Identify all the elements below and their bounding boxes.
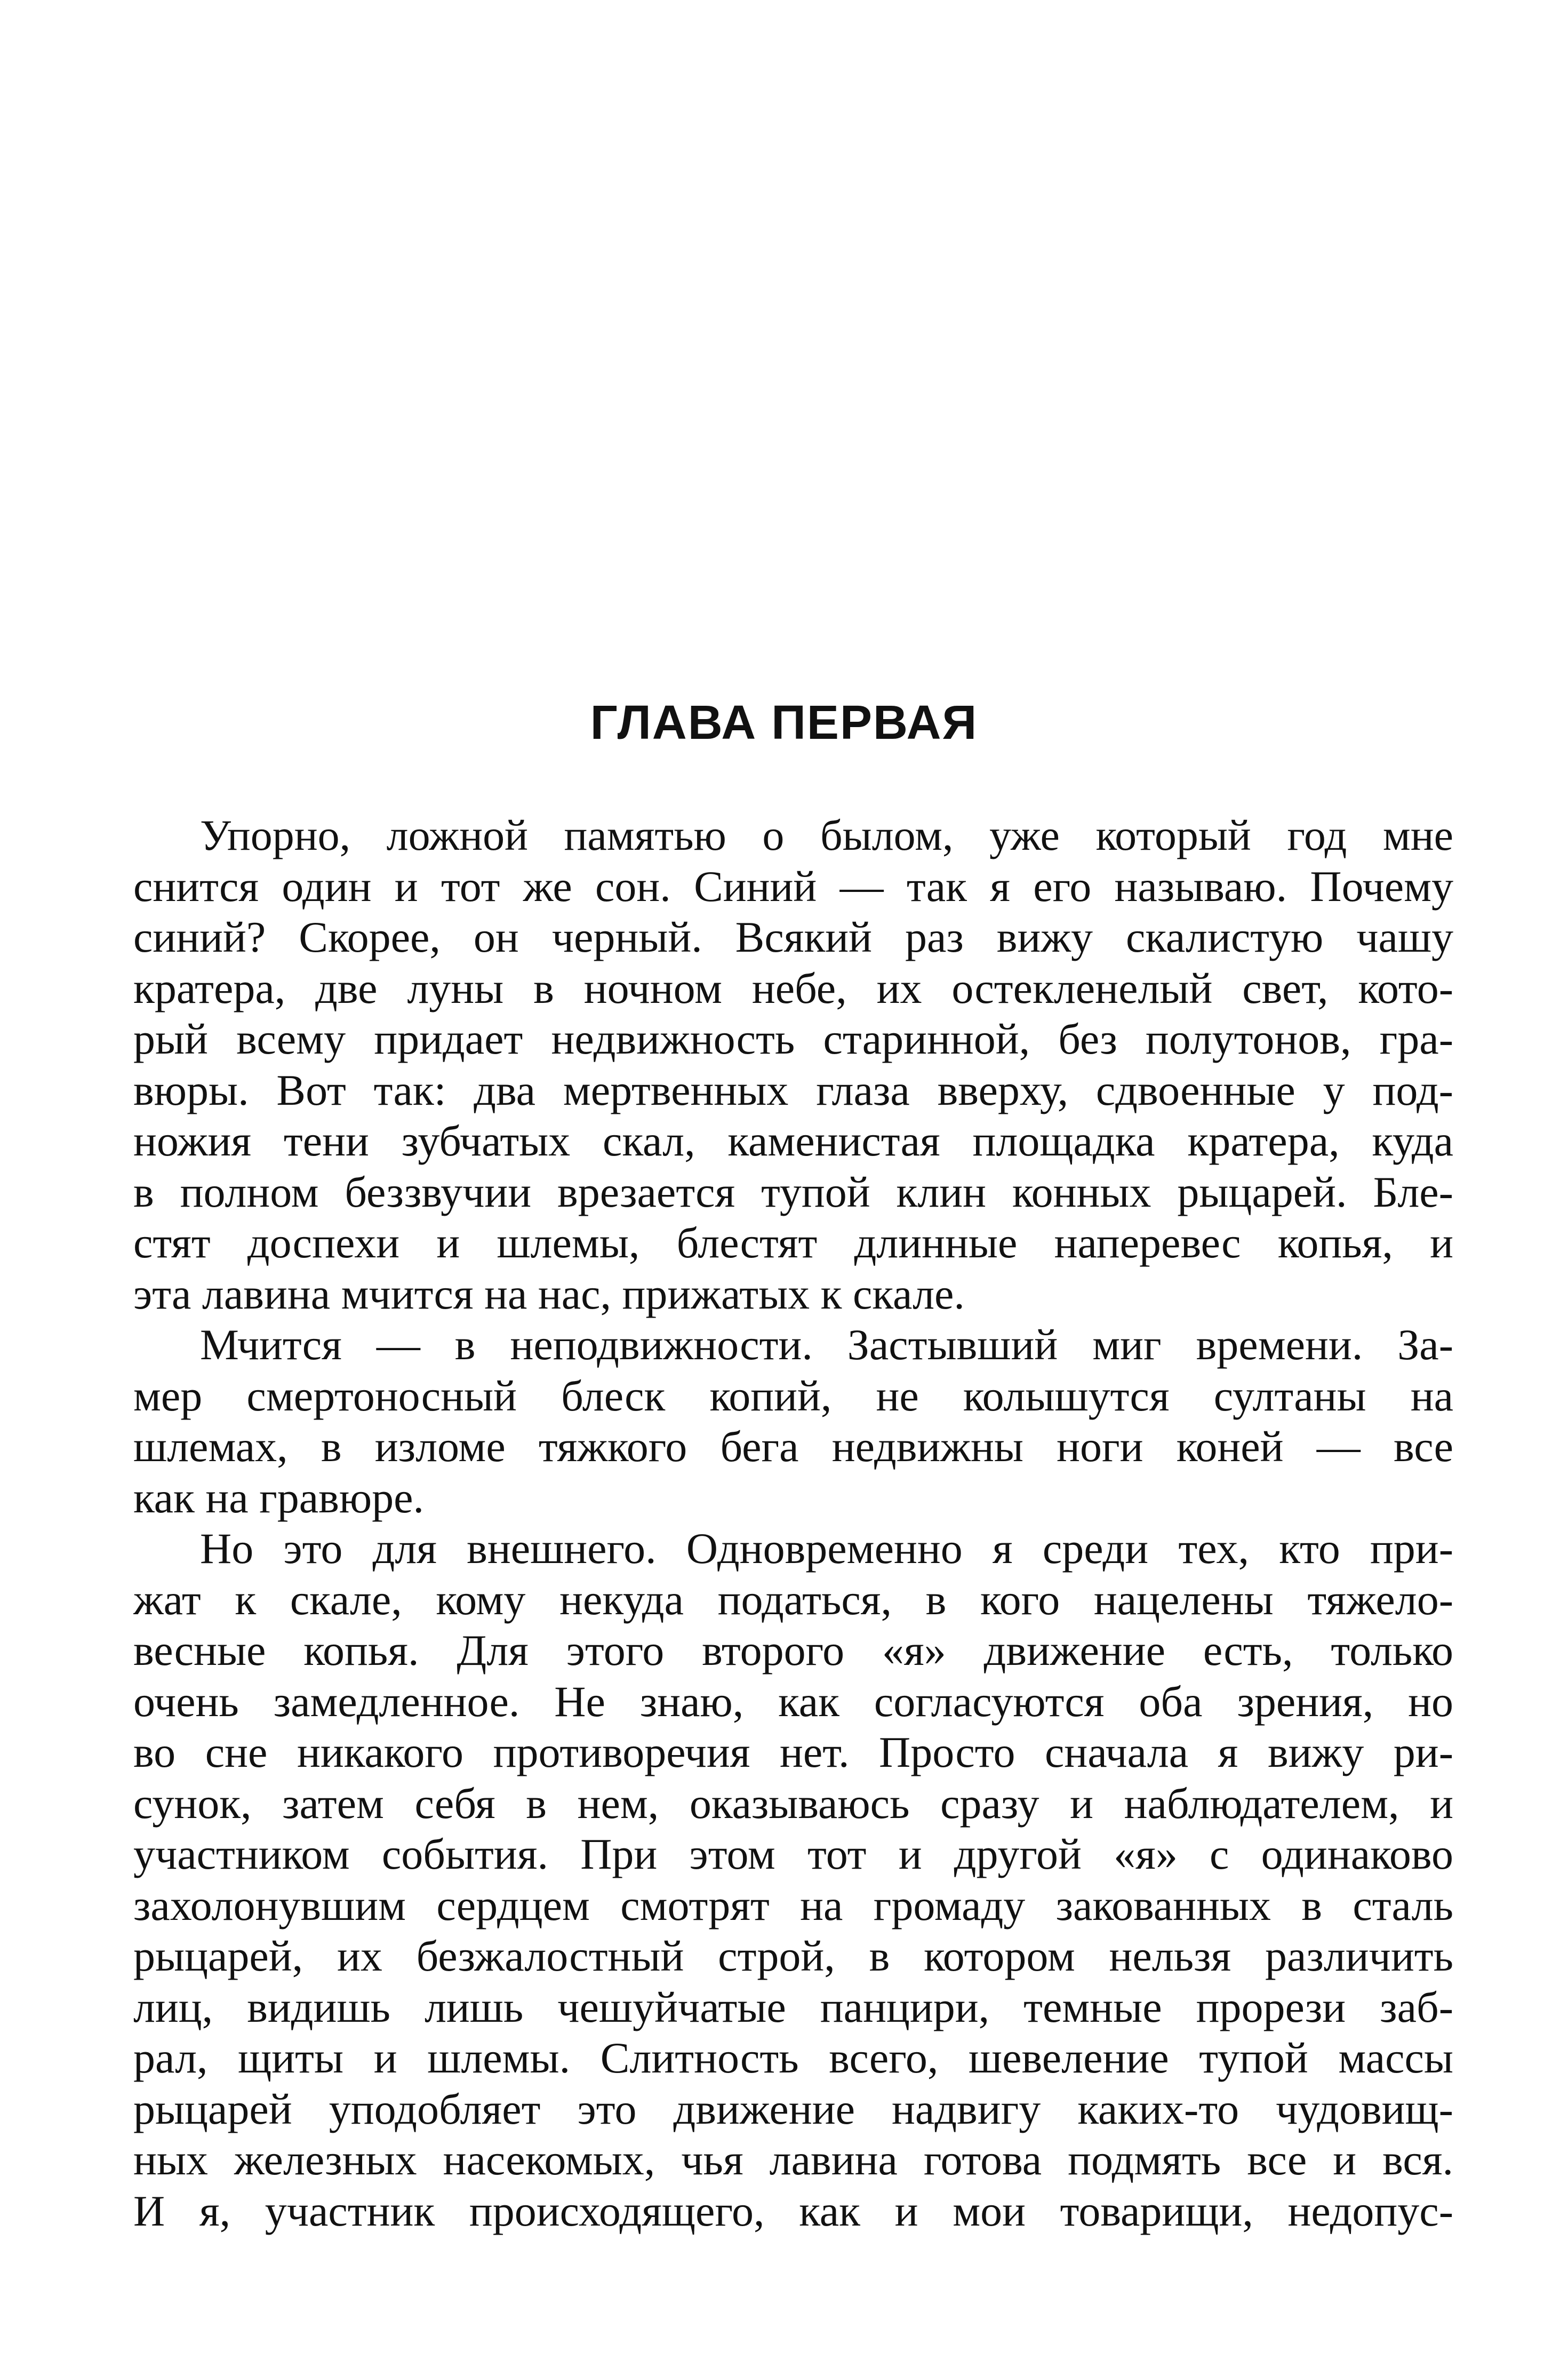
text-line: мер смертоносный блеск копий, не колышутся султаны на [133, 1371, 1453, 1420]
text-line: эта лавина мчится на нас, прижатых к скале. [133, 1269, 965, 1318]
text-line: И я, участник происходящего, как и мои товарищи, недопус- [133, 2186, 1453, 2235]
text-line: снится один и тот же сон. Синий — так я его называю. Почему [133, 862, 1453, 911]
text-line: захолонувшим сердцем смотрят на громаду закованных в сталь [133, 1880, 1453, 1929]
text-line: стят доспехи и шлемы, блестят длинные наперевес копья, и [133, 1218, 1453, 1267]
text-line: Упорно, ложной памятью о былом, уже который год мне [200, 811, 1453, 859]
text-line: лиц, видишь лишь чешуйчатые панцири, темные прорези заб- [133, 1982, 1453, 2031]
text-line: рыцарей уподобляет это движение надвигу каких-то чудовищ- [133, 2084, 1453, 2133]
text-line: как на гравюре. [133, 1473, 425, 1522]
text-line: рал, щиты и шлемы. Слитность всего, шевеление тупой массы [133, 2034, 1453, 2082]
text-line: синий? Скорее, он черный. Всякий раз вижу скалистую чашу [133, 913, 1453, 961]
chapter-title: ГЛАВА ПЕРВАЯ [590, 696, 978, 750]
text-line: во сне никакого противоречия нет. Просто сначала я вижу ри- [133, 1728, 1453, 1776]
text-line: жат к скале, кому некуда податься, в кого нацелены тяжело- [133, 1575, 1453, 1624]
text-line: вюры. Вот так: два мертвенных глаза вверху, сдвоенные у под- [133, 1065, 1453, 1114]
text-line: рый всему придает недвижность старинной, без полутонов, гра- [133, 1015, 1453, 1063]
text-line: сунок, затем себя в нем, оказываюсь сразу и наблюдателем, и [133, 1779, 1453, 1828]
text-line: Но это для внешнего. Одновременно я среди тех, кто при- [200, 1524, 1453, 1573]
text-line: ных железных насекомых, чья лавина готова подмять все и вся. [133, 2135, 1453, 2184]
text-line: шлемах, в изломе тяжкого бега недвижны ноги коней — все [133, 1422, 1453, 1471]
chapter-body [133, 810, 1453, 2236]
text-line: кратера, две луны в ночном небе, их остекленелый свет, кото- [133, 963, 1453, 1012]
text-line: Мчится — в неподвижности. Застывший миг времени. За- [200, 1320, 1453, 1369]
text-line: рыцарей, их безжалостный строй, в котором нельзя различить [133, 1932, 1453, 1980]
text-line: в полном беззвучии врезается тупой клин конных рыцарей. Бле- [133, 1167, 1453, 1216]
text-line: очень замедленное. Не знаю, как согласуются оба зрения, но [133, 1677, 1453, 1726]
text-line: ножия тени зубчатых скал, каменистая площадка кратера, куда [133, 1117, 1453, 1165]
text-line: весные копья. Для этого второго «я» движение есть, только [133, 1626, 1453, 1675]
text-line: участником события. При этом тот и другой «я» с одинаково [133, 1830, 1453, 1878]
